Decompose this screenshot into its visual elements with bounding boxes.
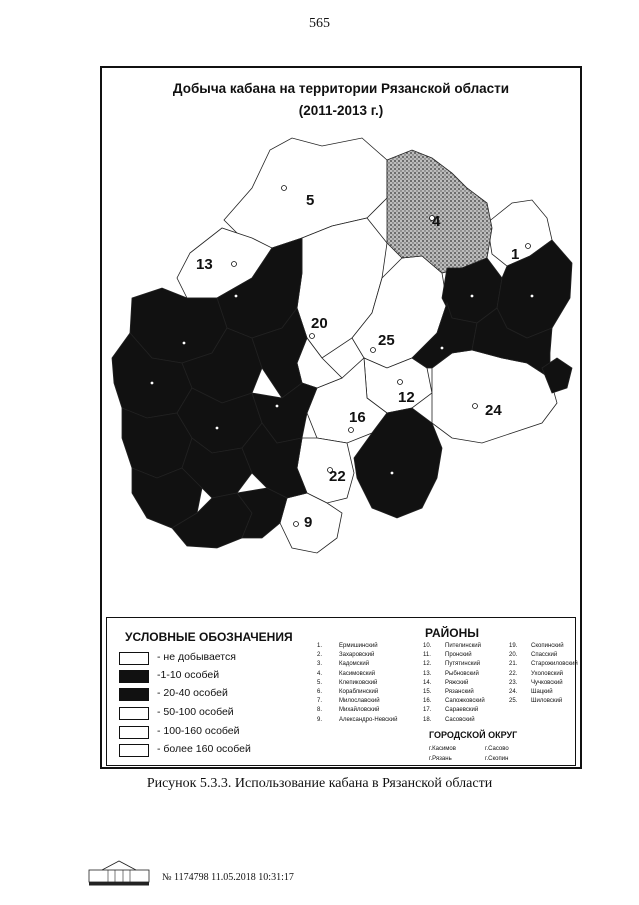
legend-swatch xyxy=(119,726,149,739)
city-districts-title: ГОРОДСКОЙ ОКРУГ xyxy=(429,730,518,740)
region-label-24: 24 xyxy=(485,402,502,419)
legend-label: - не добывается xyxy=(157,651,236,663)
region-label-22: 22 xyxy=(329,468,346,485)
region-label-9: 9 xyxy=(304,514,313,531)
legend-label: - 20-40 особей xyxy=(157,687,228,699)
district-entry: 20. Спасский xyxy=(509,652,558,659)
legend-swatch xyxy=(119,652,149,665)
region-label-25: 25 xyxy=(378,332,395,349)
district-entry: 11. Пронский xyxy=(423,652,472,659)
district-entry: 17. Сараевский xyxy=(423,707,479,714)
document-registration-info: № 1174798 11.05.2018 10:31:17 xyxy=(162,872,294,883)
legend-panel xyxy=(106,617,576,766)
figure-caption: Рисунок 5.3.3. Использование кабана в Рязанской области xyxy=(146,776,493,791)
district-entry: 19. Скопинский xyxy=(509,643,564,649)
district-entry: 6. Кораблинский xyxy=(317,689,379,696)
legend-label: -1-10 особей xyxy=(157,669,220,681)
region-label-12: 12 xyxy=(398,389,415,406)
district-entry: 15. Рязанский xyxy=(423,689,474,696)
legend-swatch xyxy=(119,688,149,701)
legend-swatch xyxy=(119,744,149,757)
district-entry: 1. Ермишинский xyxy=(317,643,378,649)
region-label-20: 20 xyxy=(311,315,328,332)
legend-label: - 50-100 особей xyxy=(157,706,234,718)
district-entry: 13. Рыбновский xyxy=(423,670,479,677)
district-entry: 23. Чучковский xyxy=(509,679,563,686)
district-entry: 22. Ухоловский xyxy=(509,670,564,677)
city-entry: г.Касимов xyxy=(429,746,456,752)
district-entry: 9. Александро-Невский xyxy=(317,716,398,723)
legend-label: - 100-160 особей xyxy=(157,725,240,737)
district-4 xyxy=(387,150,492,273)
map-subtitle: (2011-2013 г.) xyxy=(298,103,384,118)
archive-stamp-logo xyxy=(88,858,150,886)
district-entry: 7. Милославский xyxy=(317,698,380,705)
region-label-4: 4 xyxy=(432,213,441,230)
district-entry: 25. Шиловский xyxy=(509,698,563,705)
districts-column-1 xyxy=(317,642,397,725)
legend-label: - более 160 особей xyxy=(157,743,251,755)
district-entry: 5. Клепиковский xyxy=(317,679,378,686)
district-entry: 3. Кадомский xyxy=(317,661,370,668)
district-entry: 21. Старожиловский xyxy=(509,661,578,668)
district-entry: 12. Путятинский xyxy=(423,661,481,668)
region-label-5: 5 xyxy=(306,192,315,209)
district-entry: 14. Ряжский xyxy=(423,679,469,686)
map-title: Добыча кабана на территории Рязанской области xyxy=(172,81,510,96)
city-entry: г.Сасово xyxy=(485,746,509,752)
city-entry: г.Рязань xyxy=(429,756,452,762)
region-label-16: 16 xyxy=(349,409,366,426)
legend-swatch xyxy=(119,670,149,683)
districts-title: РАЙОНЫ xyxy=(425,626,479,640)
district-entry: 24. Шацкий xyxy=(509,689,553,696)
district-entry: 10. Пителинский xyxy=(423,643,481,649)
districts-column-3 xyxy=(509,642,578,706)
region-label-13: 13 xyxy=(196,256,213,273)
legend-swatch xyxy=(119,707,149,720)
district-entry: 4. Касимовский xyxy=(317,670,376,677)
region-label-1: 1 xyxy=(511,246,520,263)
city-entry: г.Скопин xyxy=(485,756,509,762)
district-entry: 16. Сапожковский xyxy=(423,698,485,705)
district-entry: 8. Михайловский xyxy=(317,707,380,714)
district-entry: 2. Захаровский xyxy=(317,652,375,659)
page-number: 565 xyxy=(309,16,330,31)
districts-column-2 xyxy=(423,642,485,725)
district-entry: 18. Сасовский xyxy=(423,716,475,723)
legend-title: УСЛОВНЫЕ ОБОЗНАЧЕНИЯ xyxy=(125,630,293,644)
